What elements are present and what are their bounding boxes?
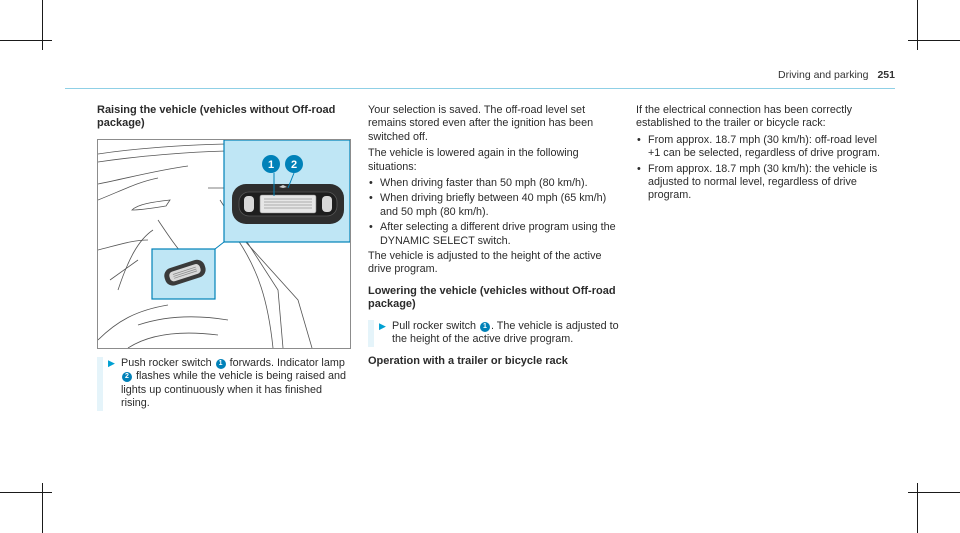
column-1-step bbox=[97, 357, 353, 411]
paragraph: The vehicle is adjusted to the height of the active drive program. bbox=[368, 250, 602, 276]
column-3 bbox=[636, 104, 886, 205]
bullet-icon: • bbox=[369, 221, 373, 234]
column-1 bbox=[97, 104, 353, 131]
crop-mark bbox=[42, 0, 43, 50]
list-item: • When driving briefly between 40 mph (65 km/h) and 50 mph (80 km/h). bbox=[369, 192, 607, 218]
callout-1: 1 bbox=[267, 159, 275, 171]
instruction-step bbox=[97, 357, 353, 411]
crop-mark bbox=[908, 492, 960, 493]
running-header bbox=[778, 69, 895, 81]
callout-2: 2 bbox=[290, 159, 298, 171]
step-text: Push rocker switch bbox=[121, 357, 215, 369]
crop-mark bbox=[0, 492, 52, 493]
crop-mark bbox=[42, 483, 43, 533]
crop-mark bbox=[0, 40, 52, 41]
bullet-icon: • bbox=[369, 177, 373, 190]
header-rule bbox=[65, 88, 895, 89]
step-arrow-icon: ▶ bbox=[108, 358, 115, 368]
list-item: • When driving faster than 50 mph (80 km/h). bbox=[369, 177, 588, 190]
list-item: • After selecting a different drive program using the DYNAMIC SELECT switch. bbox=[369, 221, 616, 247]
callout-badge-1: 1 bbox=[480, 322, 490, 332]
section-heading: Lowering the vehicle (vehicles without Off-road package) bbox=[368, 284, 616, 311]
bullet-icon: • bbox=[369, 192, 373, 205]
list-item: • From approx. 18.7 mph (30 km/h): the vehicle is adjusted to normal level, regardless of drive program. bbox=[637, 162, 878, 202]
callout-badge-2: 2 bbox=[122, 372, 132, 382]
list-item: • From approx. 18.7 mph (30 km/h): off-road level +1 can be selected, regardless of drive program. bbox=[637, 133, 880, 160]
crop-mark bbox=[908, 40, 960, 41]
bullet-icon: • bbox=[637, 133, 641, 146]
rocker-switch-illustration bbox=[97, 139, 351, 349]
step-text: forwards. Indicator lamp bbox=[226, 357, 345, 369]
bullet-icon: • bbox=[637, 162, 641, 175]
step-text: . The vehicle is adjusted to the height of the active drive program. bbox=[392, 319, 619, 346]
column-2 bbox=[368, 104, 620, 368]
section-title: Driving and parking bbox=[778, 69, 869, 81]
crop-mark bbox=[917, 0, 918, 50]
paragraph: The vehicle is lowered again in the following situations: bbox=[368, 147, 579, 173]
step-text: Pull rocker switch bbox=[392, 319, 479, 332]
section-heading: Operation with a trailer or bicycle rack bbox=[368, 354, 568, 367]
instruction-step bbox=[368, 320, 620, 347]
center-console-drawing bbox=[98, 140, 350, 348]
callout-badge-1: 1 bbox=[216, 359, 226, 369]
step-text: flashes while the vehicle is being raised and lights up continuously when it has finished rising. bbox=[121, 370, 347, 410]
step-arrow-icon: ▶ bbox=[379, 320, 386, 331]
section-heading: Raising the vehicle (vehicles without Off-road package) bbox=[97, 104, 336, 130]
paragraph: If the electrical connection has been correctly established to the trailer or bicycle rack: bbox=[636, 104, 853, 130]
page-number: 251 bbox=[877, 69, 895, 81]
paragraph: Your selection is saved. The off-road level set remains stored even after the ignition has been switched off. bbox=[368, 104, 594, 143]
crop-mark bbox=[917, 483, 918, 533]
